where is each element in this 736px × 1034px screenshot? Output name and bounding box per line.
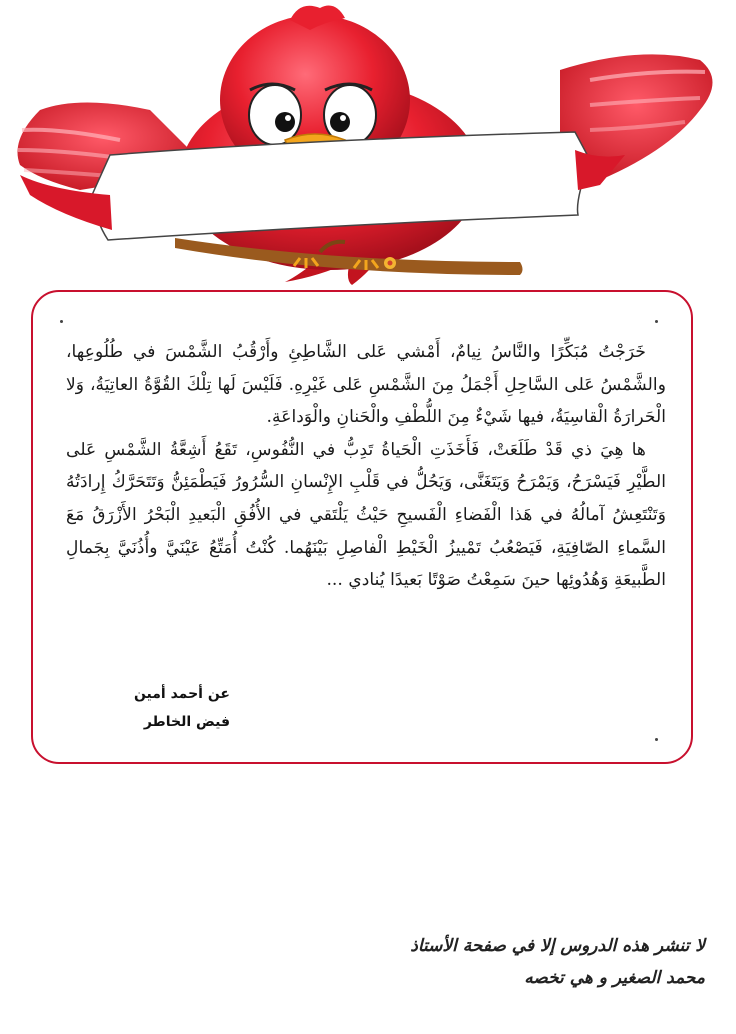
bird-illustration bbox=[0, 0, 736, 285]
source-citation bbox=[120, 680, 230, 736]
corner-dot bbox=[655, 738, 658, 741]
corner-dot bbox=[655, 320, 658, 323]
passage-paragraph-2: ها هِيَ ذي قَدْ طَلَعَتْ، فَأَخَذَتِ الْحَياةُ تَدِبُّ في النُّفُوسِ، تَقَعُ أَشِعَّةُ الشَّمْسِ عَلى الطَّيْرِ فَيَسْرَحُ، وَيَمْرَحُ وَيَتَغَنَّى، وَيَحُلُّ في قَلْبِ الإِنْسانِ السُّرُورُ فَيَطْمَئِنُّ وَتَتَحَرَّكُ إِرادَتُهُ وَتَنْتَعِشُ آمالُهُ في هَذا الْفَضاءِ الْفَسيحِ حَيْثُ يَلْتَقي في الأُفُقِ الْبَعيدِ الْبَحْرُ الأَزْرَقُ مَعَ السَّماءِ الصّافِيَةِ، فَيَصْعُبُ تَمْييزُ الْخَيْطِ الْفاصِلِ بَيْنَهُما. كُنْتُ أُمَتِّعُ عَيْنَيَّ وأُذُنَيَّ بِجَمالِ الطَّبيعَةِ وَهُدُوئِها حينَ سَمِعْتُ صَوْتًا بَعيدًا يُنادي ... bbox=[66, 439, 666, 591]
corner-dot bbox=[60, 320, 63, 323]
logo-flower-icon bbox=[384, 257, 396, 269]
reading-passage bbox=[66, 336, 666, 597]
left-eye-icon bbox=[249, 84, 301, 145]
footer-notice bbox=[360, 930, 705, 994]
footer-line-1: لا تنشر هذه الدروس إلا في صفحة الأستاذ bbox=[410, 936, 705, 956]
footer-line-2: محمد الصغير و هي تخصه bbox=[524, 968, 705, 988]
source-author: عن أحمد أمين bbox=[133, 686, 230, 702]
source-book: فيض الخاطر bbox=[143, 714, 230, 730]
passage-paragraph-1: خَرَجْتُ مُبَكِّرًا والنَّاسُ نِيامٌ، أَمْشي عَلى الشَّاطِئِ وأَرْقُبُ الشَّمْسَ في طُلُوعِها، والشَّمْسُ عَلى السَّاحِلِ أَجْمَلُ مِنَ الشَّمْسِ عَلى غَيْرِهِ. فَلَيْسَ لَها تِلْكَ القُوَّةُ العاتِيَةُ، وَلا الْحَرارَةُ الْقاسِيَةُ، فيها شَيْءٌ مِنَ اللُّطْفِ والْحَنانِ والْوَداعَةِ. bbox=[66, 342, 666, 428]
